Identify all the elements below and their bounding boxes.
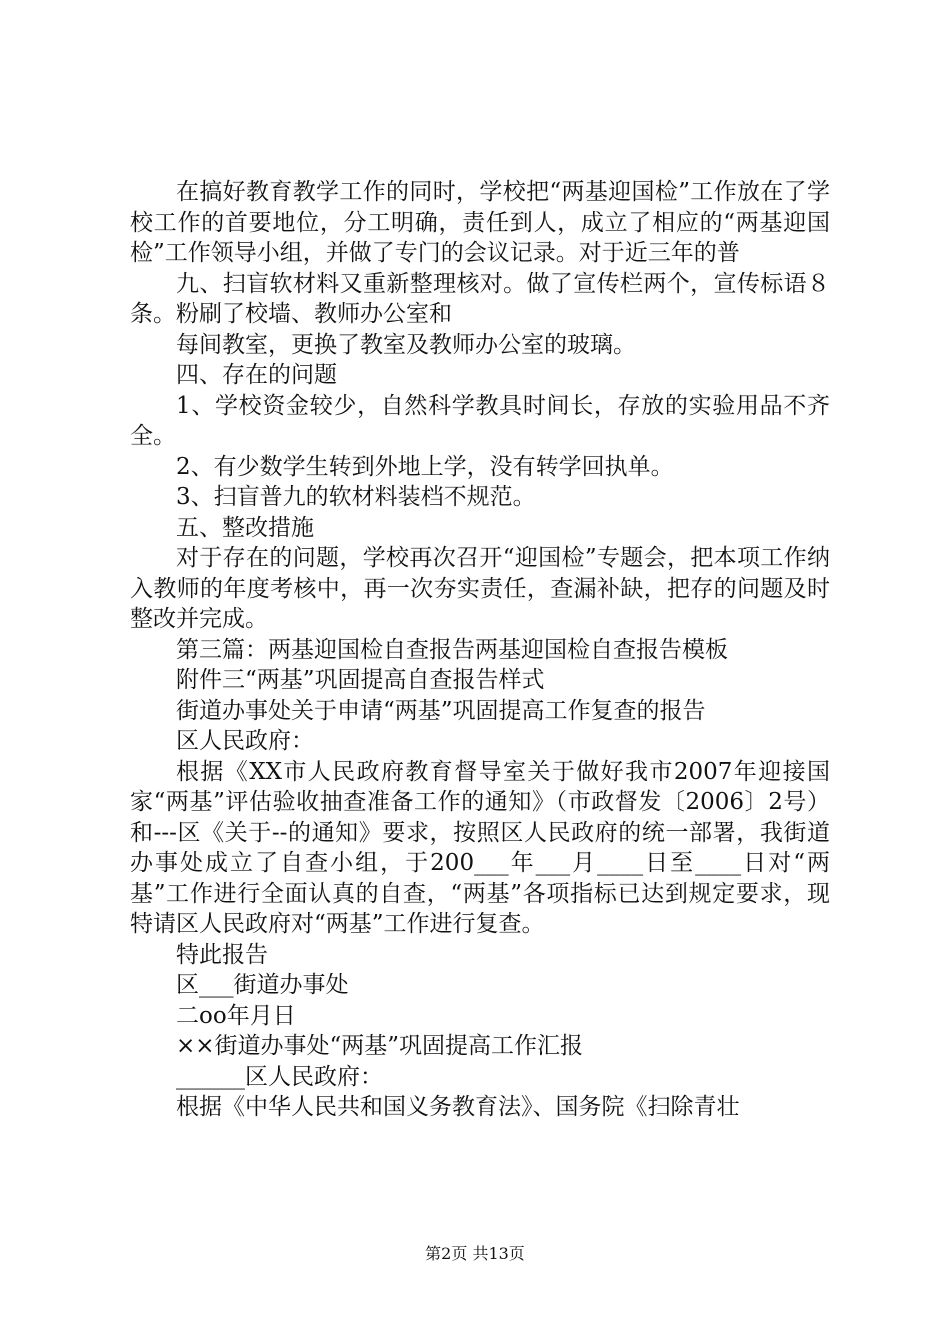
document-body	[130, 177, 830, 1123]
paragraph-1: 在搞好教育教学工作的同时，学校把“两基迎国检”工作放在了学校工作的首要地位，分工明确，责任到人，成立了相应的“两基迎国检”工作领导小组，并做了专门的会议记录。对于近三年的普	[130, 179, 830, 266]
salutation: 区人民政府：	[176, 728, 314, 754]
problem-item-3: 3、扫盲普九的软材料装档不规范。	[176, 484, 536, 510]
signature-date: 二oo年月日	[176, 1002, 296, 1029]
problem-item-2: 2、有少数学生转到外地上学，没有转学回执单。	[176, 453, 674, 480]
chapter-title: 第三篇：两基迎国检自查报告两基迎国检自查报告模板	[176, 636, 728, 663]
closing-line: 特此报告	[176, 941, 268, 968]
measures-paragraph: 对于存在的问题，学校再次召开“迎国检”专题会，把本项工作纳入教师的年度考核中，再一次夯实责任，查漏补缺，把存的问题及时整改并完成。	[130, 545, 830, 632]
report-body: 根据《XX市人民政府教育督导室关于做好我市2007年迎接国家“两基”评估验收抽查准备工作的通知》（市政督发〔2006〕2号）和---区《关于--的通知》要求，按照区人民政府的统一部署，我街道办事处成立了自查小组，于200___年___月____日至____日对“两基”工作进行全面认真的自查，“两基”各项指标已达到规定要求，现特请区人民政府对“两基”工作进行复查。	[130, 758, 830, 937]
section-heading-measures: 五、整改措施	[176, 514, 314, 541]
work-report-body: 根据《中华人民共和国义务教育法》、国务院《扫除青壮	[176, 1094, 740, 1120]
work-report-salutation: ______区人民政府：	[176, 1063, 383, 1090]
report-title: 街道办事处关于申请“两基”巩固提高工作复查的报告	[176, 697, 706, 724]
paragraph-2: 九、扫盲软材料又重新整理核对。做了宣传栏两个，宣传标语８条。粉刷了校墙、教师办公室和	[130, 270, 830, 327]
attachment-title: 附件三“两基”巩固提高自查报告样式	[176, 667, 545, 693]
paragraph-3: 每间教室，更换了教室及教师办公室的玻璃。	[176, 331, 636, 358]
problem-item-1: 1、学校资金较少，自然科学教具时间长，存放的实验用品不齐全。	[130, 392, 830, 449]
work-report-title: ××街道办事处“两基”巩固提高工作汇报	[176, 1033, 584, 1059]
section-heading-problems: 四、存在的问题	[176, 362, 337, 388]
signature-office: 区___街道办事处	[176, 972, 349, 998]
page-number-footer: 第2页 共13页	[425, 1244, 525, 1263]
